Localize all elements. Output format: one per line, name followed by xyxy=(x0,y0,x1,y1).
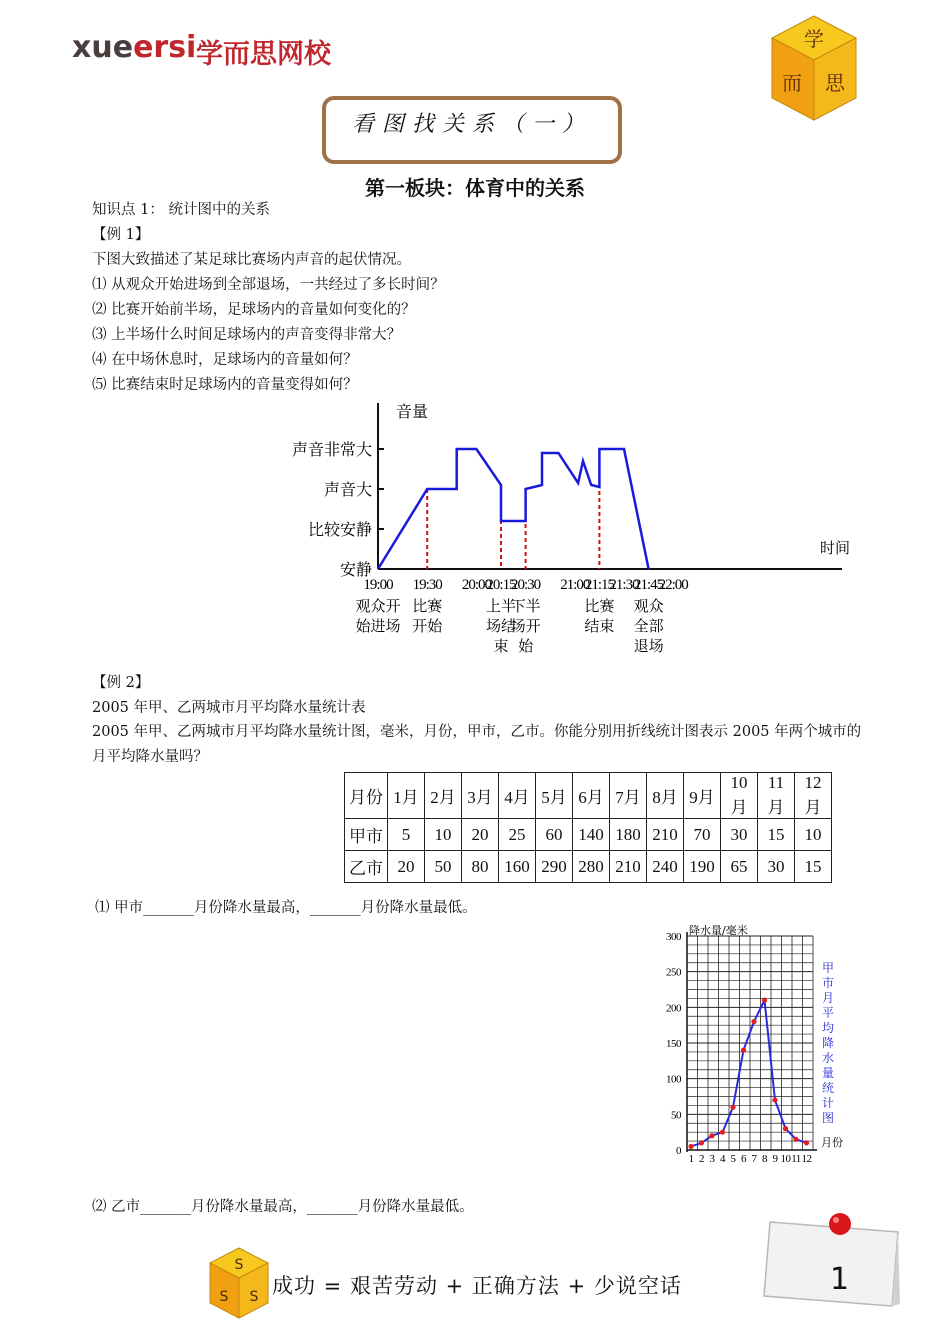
table-header-cell: 11月 xyxy=(758,773,795,819)
x-axis-label: 月份 xyxy=(821,1136,843,1149)
table-cell: 65 xyxy=(721,851,758,883)
x-tick-label: 20:00 xyxy=(461,577,491,593)
table-header-cell: 10月 xyxy=(721,773,758,819)
table-header-cell: 7月 xyxy=(610,773,647,819)
table-cell: 210 xyxy=(647,819,684,851)
x-tick-label: 20:15 xyxy=(486,577,516,593)
y-axis-label: 音量 xyxy=(396,402,429,421)
y-tick-label: 100 xyxy=(666,1073,681,1086)
rain-data-point xyxy=(793,1137,798,1142)
x-annotation: 观众开 xyxy=(355,597,401,615)
table-cell: 290 xyxy=(536,851,573,883)
rain-data-point xyxy=(699,1140,704,1145)
chart-title-char: 甲 xyxy=(821,961,835,975)
table-cell: 140 xyxy=(573,819,610,851)
x-annotation: 全部 xyxy=(633,617,664,635)
x-annotation: 比赛 xyxy=(412,597,443,615)
y-level-label: 声音非常大 xyxy=(291,440,372,459)
chart-title-char: 计 xyxy=(821,1096,835,1110)
x-annotation: 场结 xyxy=(485,617,517,635)
chart-title-char: 水 xyxy=(821,1051,835,1065)
x-tick-label: 21:00 xyxy=(560,577,590,593)
x-tick-label: 9 xyxy=(772,1153,778,1165)
table-cell: 甲市 xyxy=(345,819,388,851)
section-title: 第一板块：体育中的关系 xyxy=(365,176,585,200)
knowledge-point: 知识点 1： 统计图中的关系 xyxy=(92,202,270,218)
table-cell: 60 xyxy=(536,819,573,851)
x-tick-label: 19:00 xyxy=(363,577,393,593)
x-tick-label: 7 xyxy=(751,1153,757,1165)
y-tick-label: 150 xyxy=(666,1038,681,1050)
y-tick-label: 300 xyxy=(666,931,681,943)
x-annotation: 观众 xyxy=(633,597,664,615)
rain-data-point xyxy=(772,1097,777,1102)
logo-char-left: 而 xyxy=(782,71,802,95)
footer-slogan: 成功 = 艰苦劳动 + 正确方法 + 少说空话 xyxy=(272,1274,682,1298)
rain-data-point xyxy=(741,1048,746,1053)
chart-title-char: 均 xyxy=(821,1021,835,1035)
rain-data-point xyxy=(720,1130,725,1135)
table-cell: 30 xyxy=(721,819,758,851)
table-header-cell: 5月 xyxy=(536,773,573,819)
example1-question-5: ⑸ 比赛结束时足球场内的音量变得如何？ xyxy=(92,377,358,393)
x-tick-label: 12 xyxy=(801,1153,812,1165)
table-header-cell: 4月 xyxy=(499,773,536,819)
x-tick-label: 21:15 xyxy=(584,577,614,593)
brand-chinese-name: 学而思网校 xyxy=(196,39,331,70)
y-tick-label: 200 xyxy=(666,1002,681,1015)
table-row xyxy=(345,773,832,819)
x-tick-label: 20:30 xyxy=(511,577,541,593)
x-tick-label: 4 xyxy=(720,1153,725,1165)
x-annotation: 比赛 xyxy=(584,597,615,615)
rain-data-point xyxy=(730,1105,735,1110)
footer-logo-char-right: S xyxy=(249,1289,259,1305)
x-annotation: 始 xyxy=(518,637,534,655)
x-annotation: 上半 xyxy=(485,597,517,615)
pin-icon xyxy=(829,1213,851,1235)
table-header-cell: 2月 xyxy=(425,773,462,819)
rainfall-table xyxy=(344,772,832,883)
rain-data-point xyxy=(688,1144,693,1149)
x-tick-label: 11 xyxy=(791,1153,801,1165)
brand-latin-part-b: ersi xyxy=(133,30,197,65)
example2-question-1: ⑴ 甲市_______月份降水量最高，_______月份降水量最低。 xyxy=(95,900,477,916)
table-cell: 180 xyxy=(610,819,647,851)
x-axis-label: 时间 xyxy=(819,539,850,557)
cube-logo-icon xyxy=(770,14,858,124)
chart-title-char: 降 xyxy=(821,1036,835,1050)
y-level-label: 安静 xyxy=(339,560,372,579)
chart-title-char: 量 xyxy=(821,1066,835,1080)
footer-cube-logo-icon xyxy=(208,1246,270,1320)
table-header-cell: 8月 xyxy=(647,773,684,819)
table-cell: 20 xyxy=(388,851,425,883)
y-tick-label: 50 xyxy=(671,1109,681,1122)
page-title: 看图找关系（一） xyxy=(322,96,622,164)
table-cell: 15 xyxy=(795,851,832,883)
example2-line2: 2005 年甲、乙两城市月平均降水量统计图，毫米，月份，甲市，乙市。你能分别用折线统计图表示 2005 年两个城市的月平均降水量吗？ xyxy=(92,724,862,765)
rain-data-point xyxy=(783,1126,788,1131)
example2-line1: 2005 年甲、乙两城市月平均降水量统计表 xyxy=(92,700,366,716)
table-cell: 160 xyxy=(499,851,536,883)
table-cell: 280 xyxy=(573,851,610,883)
table-header-cell: 12月 xyxy=(795,773,832,819)
table-header-cell: 9月 xyxy=(684,773,721,819)
table-row xyxy=(345,819,832,851)
note-paper-icon xyxy=(762,1208,907,1314)
example1-intro: 下图大致描述了某足球比赛场内声音的起伏情况。 xyxy=(92,252,411,268)
chart-title-char: 平 xyxy=(821,1006,835,1020)
x-tick-label: 5 xyxy=(730,1153,736,1165)
table-header-cell: 月份 xyxy=(345,773,388,819)
y-tick-label: 0 xyxy=(676,1145,681,1157)
logo-char-right: 思 xyxy=(825,71,845,95)
sound-series-line xyxy=(378,449,649,569)
table-cell: 10 xyxy=(425,819,462,851)
footer-logo-char-left: S xyxy=(219,1289,229,1305)
x-tick-label: 22:00 xyxy=(658,577,688,593)
x-annotation: 场开 xyxy=(510,617,541,635)
example2-label: 【例 2】 xyxy=(92,675,150,691)
logo-char-top: 学 xyxy=(804,27,824,51)
x-tick-label: 10 xyxy=(780,1153,791,1165)
x-tick-label: 2 xyxy=(699,1153,704,1165)
table-cell: 70 xyxy=(684,819,721,851)
table-cell: 乙市 xyxy=(345,851,388,883)
y-level-label: 声音大 xyxy=(323,480,372,499)
table-cell: 240 xyxy=(647,851,684,883)
table-row xyxy=(345,851,832,883)
x-annotation: 开始 xyxy=(412,617,443,635)
example1-question-1: ⑴ 从观众开始进场到全部退场，一共经过了多长时间？ xyxy=(92,277,445,293)
y-level-label: 比较安静 xyxy=(307,520,372,539)
table-header-cell: 1月 xyxy=(388,773,425,819)
brand-logo-text xyxy=(72,30,196,65)
footer-logo-char-top: S xyxy=(234,1257,244,1273)
x-tick-label: 19:30 xyxy=(412,577,442,593)
y-axis-label: 降水量/毫米 xyxy=(689,924,748,937)
x-annotation: 束 xyxy=(493,637,509,655)
x-tick-label: 1 xyxy=(688,1153,694,1165)
table-cell: 15 xyxy=(758,819,795,851)
x-annotation: 退场 xyxy=(633,637,664,655)
example1-question-4: ⑷ 在中场休息时，足球场内的音量如何？ xyxy=(92,352,358,368)
chart-title-char: 月 xyxy=(821,991,835,1005)
brand-latin-part-a: xue xyxy=(72,30,134,65)
table-cell: 25 xyxy=(499,819,536,851)
table-header-cell: 3月 xyxy=(462,773,499,819)
example2-question-2: ⑵ 乙市_______月份降水量最高，_______月份降水量最低。 xyxy=(92,1199,474,1215)
table-header-cell: 6月 xyxy=(573,773,610,819)
x-tick-label: 21:45 xyxy=(634,577,664,593)
example1-question-3: ⑶ 上半场什么时间足球场内的声音变得非常大？ xyxy=(92,327,402,343)
rain-data-point xyxy=(804,1140,809,1145)
rain-data-point xyxy=(751,1019,756,1024)
table-cell: 5 xyxy=(388,819,425,851)
example1-label: 【例 1】 xyxy=(92,227,150,243)
table-cell: 210 xyxy=(610,851,647,883)
x-annotation: 下半 xyxy=(510,597,541,615)
y-tick-label: 250 xyxy=(666,966,681,979)
rain-data-point xyxy=(762,998,767,1003)
x-tick-label: 21:30 xyxy=(609,577,639,593)
table-cell: 80 xyxy=(462,851,499,883)
x-tick-label: 8 xyxy=(762,1153,767,1165)
x-tick-label: 3 xyxy=(709,1153,715,1165)
x-annotation: 结束 xyxy=(584,617,615,635)
rain-data-point xyxy=(709,1133,714,1138)
table-cell: 190 xyxy=(684,851,721,883)
sound-level-chart xyxy=(270,395,870,665)
x-tick-label: 6 xyxy=(741,1153,746,1165)
chart-title-char: 图 xyxy=(821,1111,835,1125)
table-cell: 50 xyxy=(425,851,462,883)
rainfall-line-chart xyxy=(655,920,855,1170)
chart-title-char: 统 xyxy=(821,1081,835,1095)
example1-question-2: ⑵ 比赛开始前半场，足球场内的音量如何变化的？ xyxy=(92,302,416,318)
x-annotation: 始进场 xyxy=(355,617,401,635)
page-number: 1 xyxy=(830,1262,850,1297)
chart-title-char: 市 xyxy=(821,976,835,990)
table-cell: 30 xyxy=(758,851,795,883)
table-cell: 20 xyxy=(462,819,499,851)
table-cell: 10 xyxy=(795,819,832,851)
